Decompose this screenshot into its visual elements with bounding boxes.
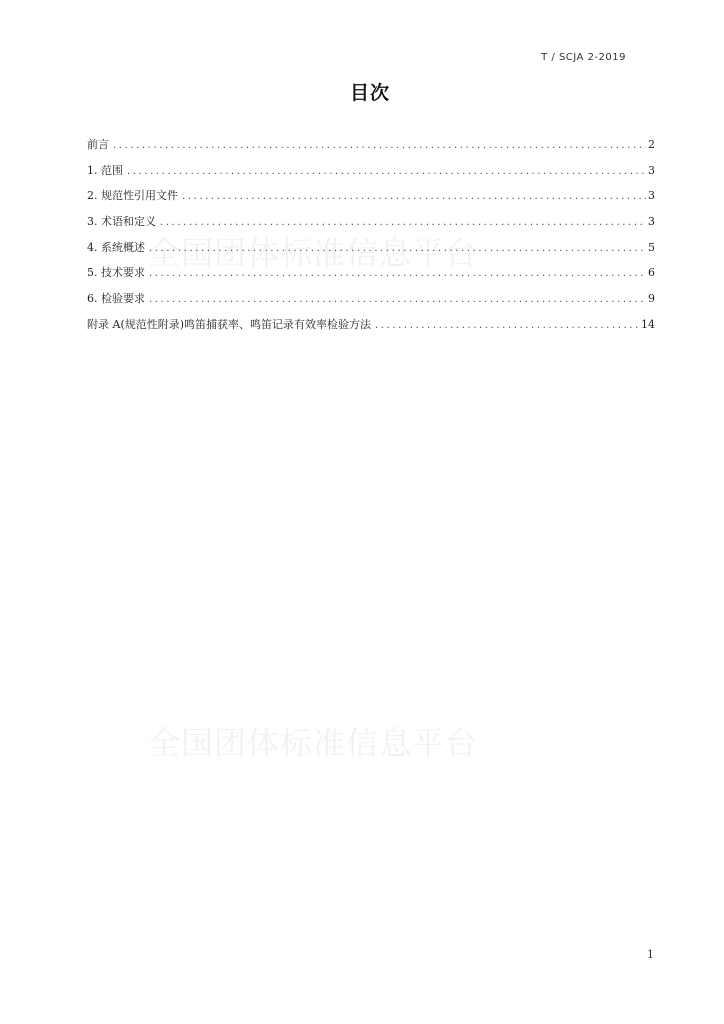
toc-entry-appendix-a[interactable] [87, 312, 655, 338]
toc-leader-dots [375, 313, 639, 339]
toc-entry-page: 3 [648, 215, 655, 229]
toc-entry-normative-references[interactable] [87, 183, 655, 209]
toc-leader-dots [149, 261, 646, 287]
toc-entry-terms-definitions[interactable] [87, 209, 655, 235]
toc-entry-page: 14 [641, 317, 655, 331]
toc-leader-dots [113, 133, 646, 159]
toc-entry-technical-requirements[interactable] [87, 260, 655, 286]
toc-leader-dots [160, 210, 646, 236]
toc-entry-label: 2. 规范性引用文件 [87, 189, 178, 203]
table-of-contents [87, 132, 655, 338]
toc-entry-label: 3. 术语和定义 [87, 215, 156, 229]
toc-entry-label: 附录 A(规范性附录)鸣笛捕获率、鸣笛记录有效率检验方法 [87, 317, 372, 331]
page-number: 1 [647, 948, 654, 961]
toc-entry-preface[interactable] [87, 132, 655, 158]
toc-leader-dots [149, 287, 646, 313]
watermark: 全国团体标准信息平台 [148, 724, 479, 762]
toc-entry-page: 5 [648, 240, 655, 254]
toc-entry-scope[interactable] [87, 158, 655, 184]
toc-entry-inspection-requirements[interactable] [87, 286, 655, 312]
toc-leader-dots [149, 236, 646, 262]
toc-entry-page: 3 [648, 163, 655, 177]
toc-entry-label: 5. 技术要求 [87, 266, 145, 280]
watermark: 全国团体标准信息平台 [148, 234, 479, 272]
toc-entry-page: 2 [648, 138, 655, 151]
page-title: 目次 [349, 82, 390, 104]
toc-entry-system-overview[interactable] [87, 235, 655, 261]
standard-code: T / SCJA 2-2019 [541, 52, 626, 63]
toc-entry-page: 9 [648, 292, 655, 306]
toc-leader-dots [127, 159, 646, 185]
toc-entry-label: 4. 系统概述 [87, 240, 145, 254]
toc-leader-dots [182, 184, 646, 210]
toc-entry-page: 3 [648, 189, 655, 203]
toc-entry-label: 6. 检验要求 [87, 292, 145, 306]
toc-entry-label: 1. 范围 [87, 163, 123, 177]
toc-entry-page: 6 [648, 266, 655, 280]
toc-entry-label: 前言 [87, 138, 109, 151]
